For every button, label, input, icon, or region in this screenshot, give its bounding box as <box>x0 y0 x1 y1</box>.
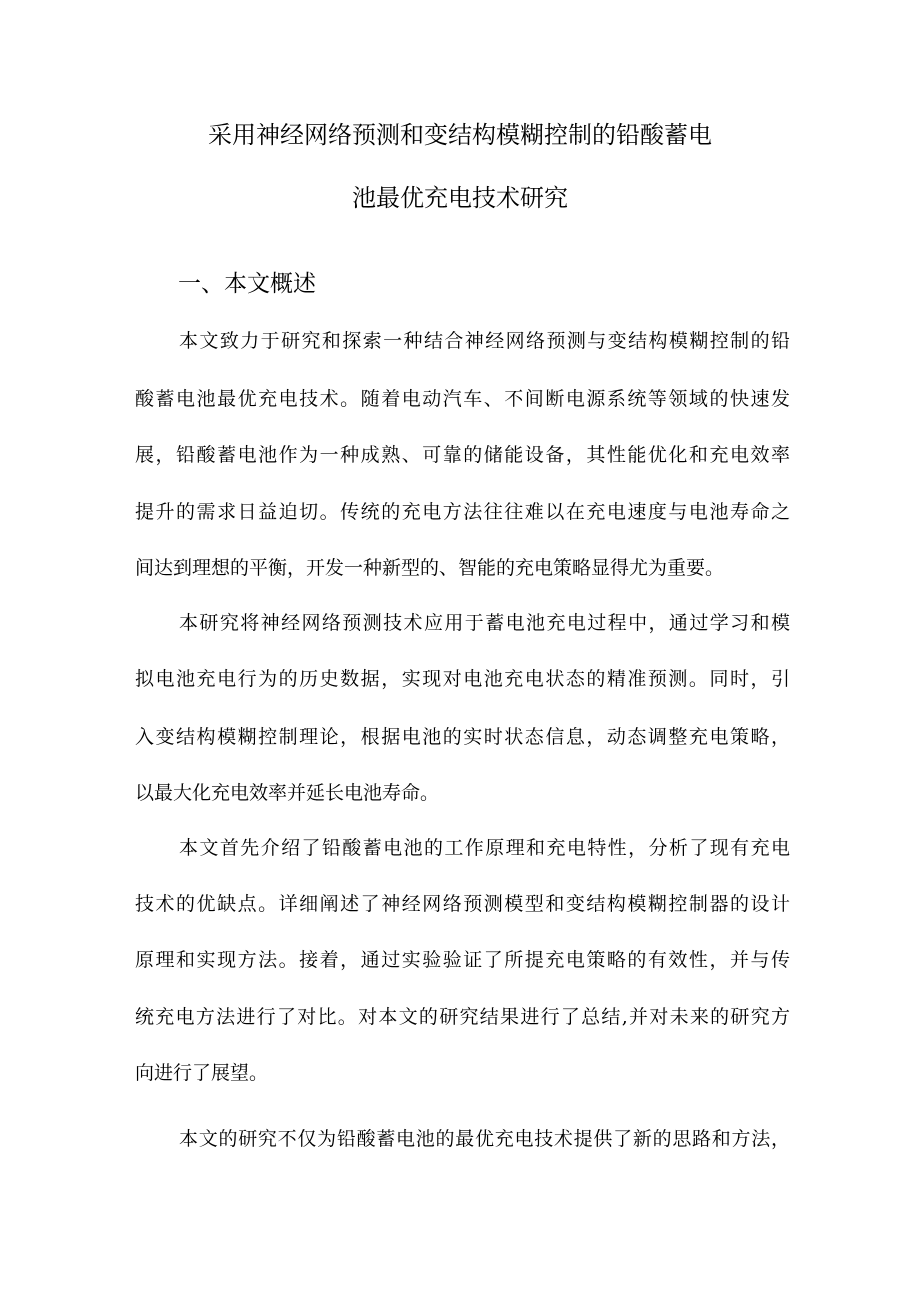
paragraph-line: 间达到理想的平衡，开发一种新型的、智能的充电策略显得尤为重要。 <box>135 557 725 579</box>
document-title-line-2: 池最优充电技术研究 <box>352 184 568 212</box>
paragraph-line: 技术的优缺点。详细阐述了神经网络预测模型和变结构模糊控制器的设计 <box>135 893 790 915</box>
paragraph-line: 入变结构模糊控制理论，根据电池的实时状态信息，动态调整充电策略， <box>135 726 790 748</box>
document-title-line-1: 采用神经网络预测和变结构模糊控制的铅酸蓄电 <box>208 121 712 149</box>
paragraph-line: 向进行了展望。 <box>135 1062 269 1084</box>
section-heading: 一、本文概述 <box>178 271 316 297</box>
paragraph-line: 以最大化充电效率并延长电池寿命。 <box>135 782 440 804</box>
paragraph-line: 展，铅酸蓄电池作为一种成熟、可靠的储能设备，其性能优化和充电效率 <box>135 444 790 466</box>
paragraph-line: 本文首先介绍了铅酸蓄电池的工作原理和充电特性，分析了现有充电 <box>179 837 790 859</box>
paragraph-line: 原理和实现方法。接着，通过实验验证了所提充电策略的有效性，并与传 <box>135 949 790 971</box>
paragraph-line: 统充电方法进行了对比。对本文的研究结果进行了总结,并对未来的研究方 <box>135 1006 790 1028</box>
paragraph-line: 提升的需求日益迫切。传统的充电方法往往难以在充电速度与电池寿命之 <box>135 501 790 523</box>
paragraph-line: 酸蓄电池最优充电技术。随着电动汽车、不间断电源系统等领域的快速发 <box>135 388 790 410</box>
paragraph-line: 本文致力于研究和探索一种结合神经网络预测与变结构模糊控制的铅 <box>179 330 790 352</box>
paragraph-line: 本文的研究不仅为铅酸蓄电池的最优充电技术提供了新的思路和方法， <box>179 1128 790 1150</box>
paragraph-line: 本研究将神经网络预测技术应用于蓄电池充电过程中，通过学习和模 <box>179 612 790 634</box>
paragraph-line: 拟电池充电行为的历史数据，实现对电池充电状态的精准预测。同时，引 <box>135 668 790 690</box>
